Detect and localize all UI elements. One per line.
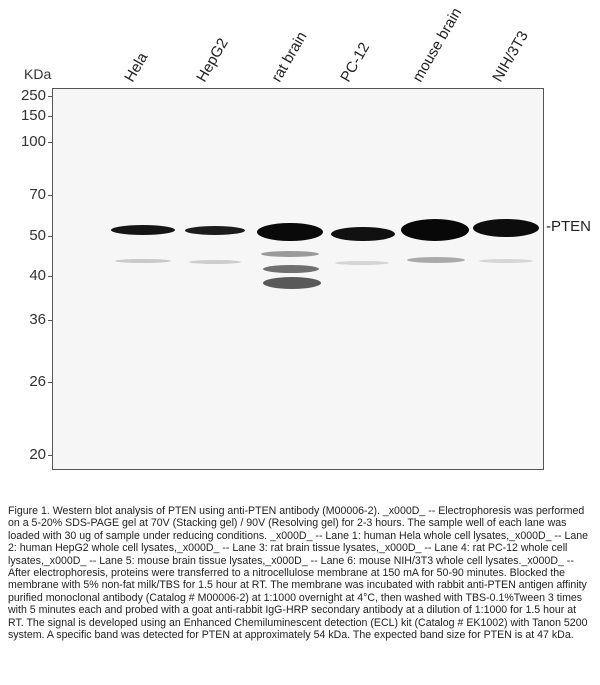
band-rat-brain (257, 223, 323, 241)
faint-band-hela (115, 259, 171, 263)
band-hepg2 (185, 226, 245, 235)
lane-label-mouse-brain: mouse brain (409, 5, 466, 86)
marker-20: 20 (29, 446, 46, 463)
marker-26: 26 (29, 373, 46, 390)
marker-36: 36 (29, 311, 46, 328)
kda-unit-label: KDa (24, 66, 52, 82)
lane-label-rat-brain: rat brain (268, 28, 311, 86)
band-mouse-brain (401, 219, 469, 241)
marker-50: 50 (29, 227, 46, 244)
faint-band-rat-brain-3 (263, 277, 321, 289)
faint-band-pc12 (335, 261, 389, 265)
faint-band-mouse-brain (407, 257, 465, 263)
faint-band-hepg2 (189, 260, 241, 264)
western-blot-image (52, 88, 544, 470)
marker-40: 40 (29, 267, 46, 284)
marker-100: 100 (20, 133, 46, 150)
band-nih3t3 (473, 219, 539, 237)
lane-label-pc12: PC-12 (337, 39, 374, 85)
marker-70: 70 (29, 186, 46, 203)
marker-250: 250 (20, 87, 46, 104)
faint-band-nih3t3 (479, 259, 533, 263)
faint-band-rat-brain-1 (261, 251, 319, 257)
marker-150: 150 (20, 107, 46, 124)
lane-label-hepg2: HepG2 (193, 35, 232, 85)
band-pc12 (331, 227, 395, 241)
band-hela (111, 225, 175, 235)
pten-band-label: -PTEN (546, 218, 591, 235)
figure-caption: Figure 1. Western blot analysis of PTEN using anti-PTEN antibody (M00006-2). _x000D_ -- Electrophoresis was performed on a 5-20% SDS-PAGE gel at 70V (Stacking gel) / 90V (Resolving gel) for 2-3 hours. The sample well of each lane was loaded with 30 ug of sample under reducing conditions. _x000D_ -- Lane 1: human Hela whole cell lysates,_x000D_ -- Lane 2: human HepG2 whole cell lysates,_x000D_ -- Lane 3: rat brain tissue lysates,_x000D_ -- Lane 4: rat PC-12 whole cell lysates,_x000D_ -- Lane 5: mouse brain tissue lysates,_x000D_ -- Lane 6: mouse NIH/3T3 whole cell lysates._x000D_ -- After electrophoresis, proteins were transferred to a nitrocellulose membrane at 150 mA for 50-90 minutes. Blocked the membrane with 5% non-fat milk/TBS for 1.5 hour at RT. The membrane was incubated with rabbit anti-PTEN antigen affinity purified monoclonal antibody (Catalog # M00006-2) at 1:1000 overnight at 4°C, then washed with TBS-0.1%Tween 3 times with 5 minutes each and probed with a goat anti-rabbit IgG-HRP secondary antibody at a dilution of 1:1000 for 1.5 hour at RT. The signal is developed using an Enhanced Chemiluminescent detection (ECL) kit (Catalog # EK1002) with Tanon 5200 system. A specific band was detected for PTEN at approximately 54 kDa. The expected band size for PTEN is at 47 kDa. (8, 505, 589, 642)
lane-label-nih3t3: NIH/3T3 (489, 28, 532, 85)
faint-band-rat-brain-2 (263, 265, 319, 273)
lane-label-hela: Hela (121, 49, 152, 85)
